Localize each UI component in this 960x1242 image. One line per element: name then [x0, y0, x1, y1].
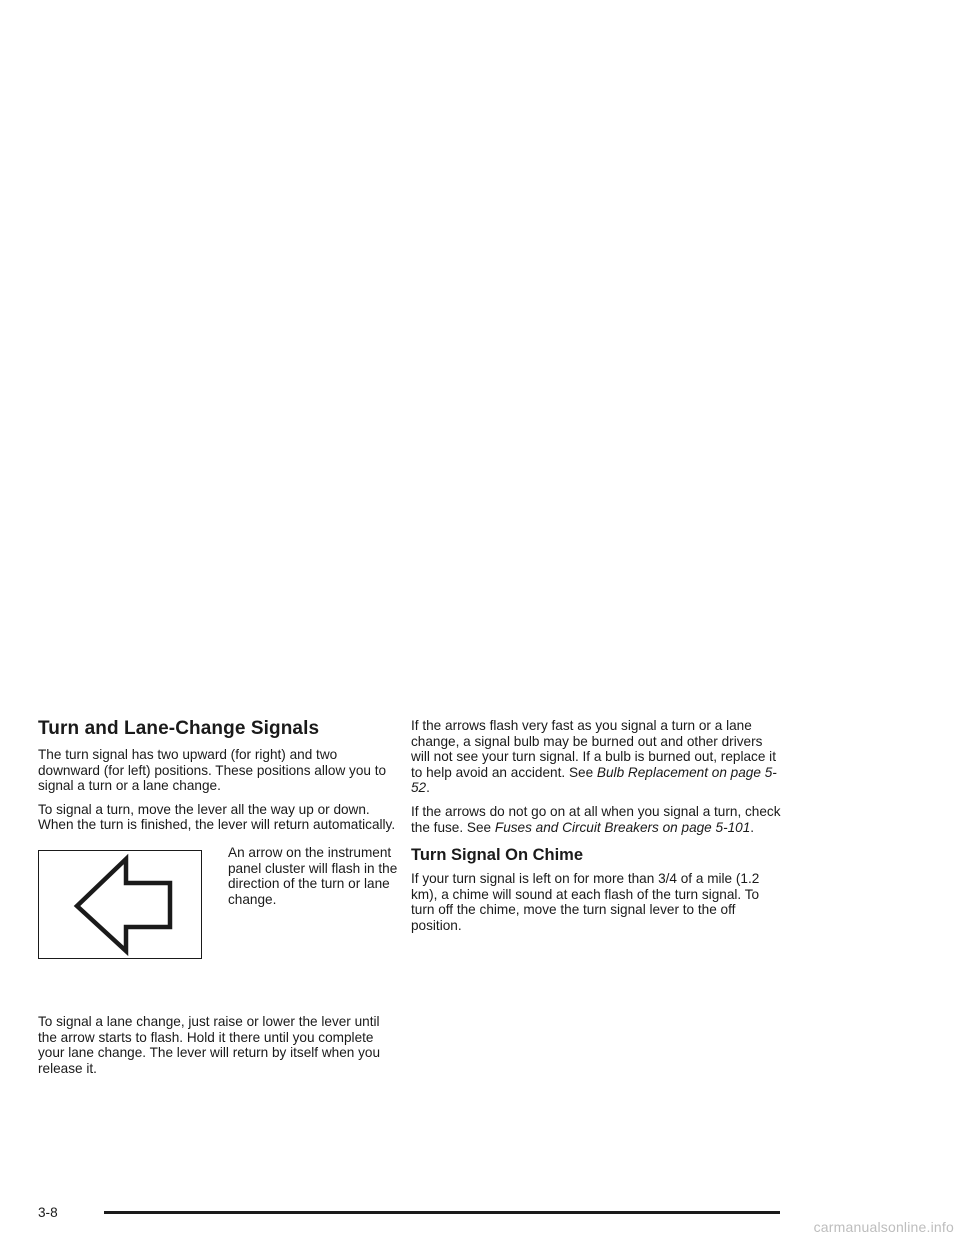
left-column	[38, 718, 400, 1084]
paragraph-chime: If your turn signal is left on for more than 3/4 of a mile (1.2 km), a chime will sound at each flash of the turn signal. To turn off the chime, move the turn signal lever to the off position.	[411, 871, 760, 933]
figure-caption: An arrow on the instrument panel cluster will flash in the direction of the turn or lane change.	[228, 844, 398, 907]
right-column	[411, 718, 783, 942]
page-number: 3-8	[38, 1205, 58, 1220]
figure-row	[38, 845, 400, 995]
fuses-circuit-breakers-link[interactable]: Fuses and Circuit Breakers on page 5-101	[494, 819, 751, 835]
paragraph-fast-flash	[411, 718, 783, 796]
chime-subtitle: Turn Signal On Chime	[411, 846, 584, 865]
no-flash-end: .	[750, 819, 755, 835]
paragraph-signal-turn: To signal a turn, move the lever all the way up or down. When the turn is finished, the lever will return automatically.	[38, 801, 396, 833]
paragraph-no-flash	[411, 804, 783, 835]
fast-flash-text: If the arrows flash very fast as you signal a turn or a lane change, a signal bulb may be burned out and other drivers will not see your turn signal. If a bulb is burned out, replace it to help avoid an accident. See	[411, 718, 776, 780]
footer-rule	[104, 1211, 780, 1214]
turn-signal-figure	[38, 850, 202, 959]
left-arrow-turn-signal-icon	[39, 851, 203, 960]
bulb-replacement-link[interactable]: Bulb Replacement on page 5-52	[411, 764, 777, 796]
paragraph-turn-signal-positions: The turn signal has two upward (for right) and two downward (for left) positions. These positions allow you to signal a turn or a lane change.	[38, 747, 387, 794]
watermark: carmanualsonline.info	[813, 1219, 954, 1235]
fast-flash-end: .	[426, 780, 430, 796]
section-title: Turn and Lane-Change Signals	[38, 718, 320, 739]
paragraph-lane-change: To signal a lane change, just raise or lower the lever until the arrow starts to flash. Hold it there until you complete your lane change. The lever will return by itself when you release it.	[38, 1013, 381, 1076]
no-flash-text: If the arrows do not go on at all when you signal a turn, check the fuse. See	[411, 803, 781, 835]
